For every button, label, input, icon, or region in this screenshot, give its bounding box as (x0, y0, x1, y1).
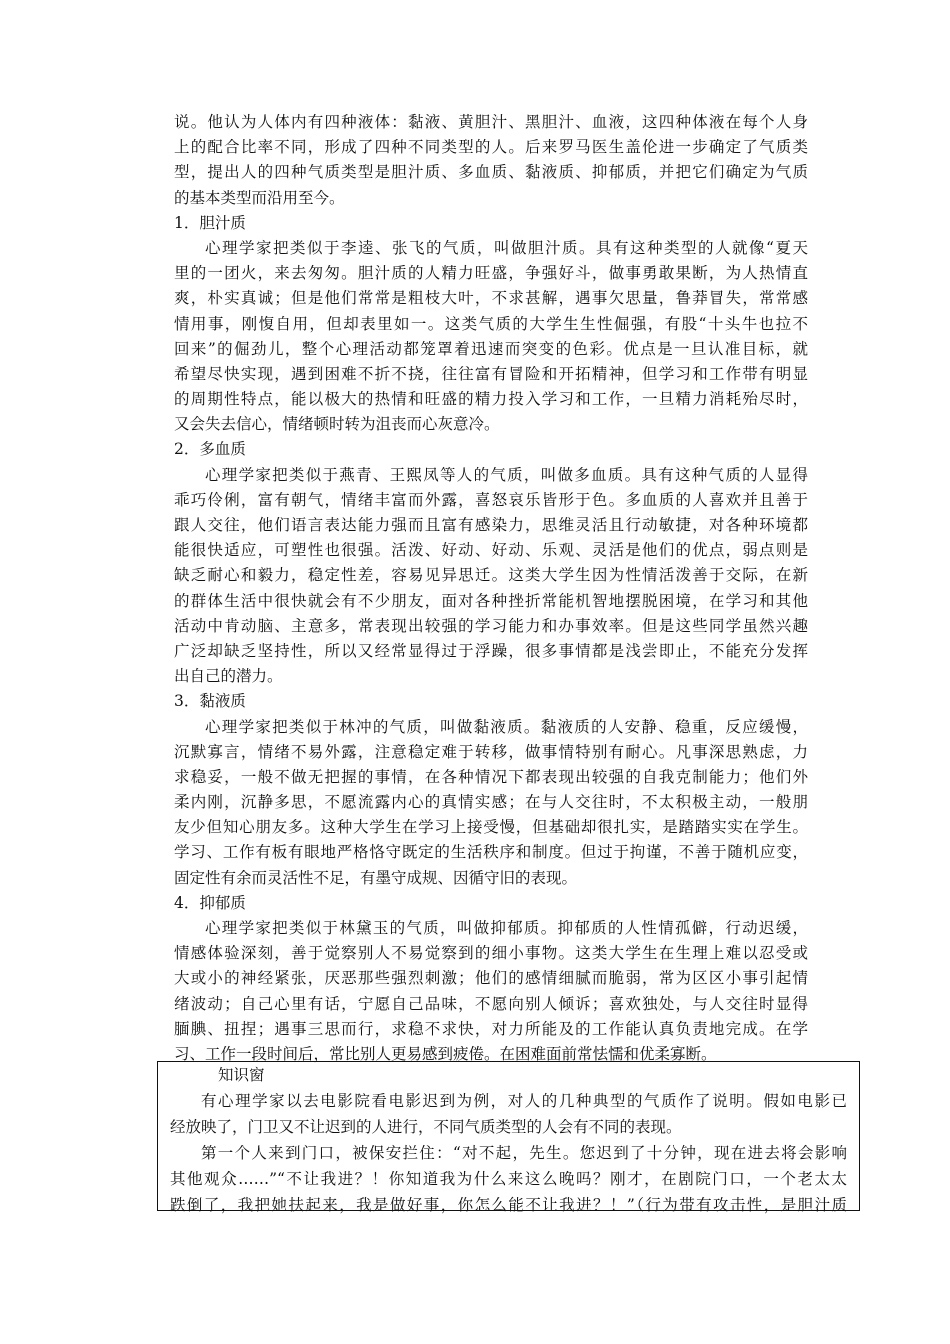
text-line: 的基本类型而沿用至今。 (174, 188, 345, 207)
text-line: 的群体生活中很快就会有不少朋友，面对各种挫折常能机智地摆脱困境，在学习和其他 (174, 591, 808, 610)
text-line: 能很快适应，可塑性也很强。活泼、好动、好动、乐观、灵活是他们的优点，弱点则是 (174, 541, 808, 560)
text-line: 习、工作一段时间后，常比别人更易感到疲倦。在困难面前常怯懦和优柔寡断。 (174, 1044, 717, 1063)
text-line: 绪波动；自己心里有话，宁愿自己品味，不愿向别人倾诉；喜欢独处，与人交往时显得 (174, 994, 808, 1013)
text-line: 的周期性特点，能以极大的热情和旺盛的精力投入学习和工作，一旦精力消耗殆尽时， (174, 390, 808, 409)
text-line: 沉默寡言，情绪不易外露，注意稳定难于转移，做事情特别有耐心。凡事深思熟虑，力 (174, 742, 808, 761)
knowledge-window-title: 知识窗 (218, 1066, 265, 1084)
body-text (174, 110, 808, 1067)
text-line: 跌倒了，我把她扶起来，我是做好事，你怎么能不让我进？！”（行为带有攻击性，是胆汁质 (170, 1196, 847, 1214)
text-line: 心理学家把类似于林黛玉的气质，叫做抑郁质。抑郁质的人性情孤僻，行动迟缓， (205, 919, 808, 937)
text-line: 活动中肯动脑、主意多，常表现出较强的学习能力和办事效率。但是这些同学虽然兴趣 (174, 616, 808, 635)
section-heading: 2．多血质 (174, 440, 246, 459)
text-line: 跟人交往，他们语言表达能力强而且富有感染力，思维灵活且行动敏捷，对各种环境都 (174, 516, 808, 534)
text-line: 友少但知心朋友多。这种大学生在学习上接受慢，但基础却很扎实，是踏踏实实在学生。 (174, 818, 808, 837)
text-line: 出自己的潜力。 (174, 667, 283, 686)
text-line: 缺乏耐心和毅力，稳定性差，容易见异思迁。这类大学生因为性情活泼善于交际，在新 (174, 566, 808, 585)
section-choleric (174, 211, 808, 438)
section-phlegmatic (174, 689, 808, 891)
text-line: 希望尽快实现，遇到困难不折不挠，往往富有冒险和开拓精神，但学习和工作带有明显 (174, 364, 808, 383)
text-line: 大或小的神经紧张，厌恶那些强烈刺激；他们的感情细腻而脆弱，常为区区小事引起情 (174, 969, 808, 988)
section-heading: 1．胆汁质 (174, 213, 246, 232)
text-line: 回来”的倔劲儿，整个心理活动都笼罩着迅速而突变的色彩。优点是一旦认准目标，就 (174, 339, 808, 358)
text-line: 爽，朴实真诚；但是他们常常是粗枝大叶，不求甚解，遇事欠思量，鲁莽冒失，常常感 (174, 289, 808, 308)
text-line: 型，提出人的四种气质类型是胆汁质、多血质、黏液质、抑郁质，并把它们确定为气质 (174, 163, 808, 182)
text-line: 情用事，刚愎自用，但却表里如一。这类气质的大学生生性倔强，有股“十头牛也拉不 (174, 314, 808, 333)
text-line: 有心理学家以去电影院看电影迟到为例，对人的几种典型的气质作了说明。假如电影已 (201, 1092, 847, 1110)
knowledge-window-content (170, 1062, 847, 1218)
section-sanguine (174, 437, 808, 689)
text-line: 求稳妥，一般不做无把握的事情，在各种情况下都表现出较强的自我克制能力；他们外 (174, 767, 808, 786)
section-heading: 4．抑郁质 (174, 893, 246, 912)
text-line: 第一个人来到门口，被保安拦住：“对不起，先生。您迟到了十分钟，现在进去将会影响 (201, 1144, 847, 1162)
section-heading: 3．黏液质 (174, 692, 246, 711)
text-line: 其他观众……”“不让我进？！你知道我为什么来这么晚吗？刚才，在剧院门口，一个老太太 (170, 1170, 847, 1188)
text-line: 固定性有余而灵活性不足，有墨守成规、因循守旧的表现。 (174, 868, 578, 887)
text-line: 心理学家把类似于李逵、张飞的气质，叫做胆汁质。具有这种类型的人就像“夏天 (205, 238, 808, 257)
text-line: 里的一团火，来去匆匆。胆汁质的人精力旺盛，争强好斗，做事勇敢果断，为人热情直 (174, 264, 808, 283)
text-line: 柔内刚，沉静多思，不愿流露内心的真情实感；在与人交往时，不太积极主动，一般朋 (174, 793, 808, 812)
text-line: 学习、工作有板有眼地严格恪守既定的生活秩序和制度。但过于拘谨，不善于随机应变， (174, 843, 808, 862)
text-line: 又会失去信心，情绪顿时转为沮丧而心灰意冷。 (174, 415, 500, 434)
text-line: 广泛却缺乏坚持性，所以又经常显得过于浮躁，很多事情都是浅尝即止，不能充分发挥 (174, 641, 808, 660)
text-line: 乖巧伶俐，富有朝气，情绪丰富而外露，喜怒哀乐皆形于色。多血质的人喜欢并且善于 (174, 490, 808, 509)
text-line: 情感体验深刻，善于觉察别人不易觉察到的细小事物。这类大学生在生理上难以忍受或 (174, 944, 808, 963)
intro-paragraph (174, 110, 808, 211)
text-line: 腼腆、扭捏；遇事三思而行，求稳不求快，对力所能及的工作能认真负责地完成。在学 (174, 1019, 808, 1038)
text-line: 说。他认为人体内有四种液体：黏液、黄胆汁、黑胆汁、血液，这四种体液在每个人身 (174, 113, 808, 131)
knowledge-window-box (157, 1061, 860, 1214)
text-line: 上的配合比率不同，形成了四种不同类型的人。后来罗马医生盖伦进一步确定了气质类 (174, 138, 808, 157)
section-melancholic (174, 891, 808, 1067)
text-line: 心理学家把类似于林冲的气质，叫做黏液质。黏液质的人安静、稳重，反应缓慢， (205, 717, 808, 736)
text-line: 经放映了，门卫又不让迟到的人进行，不同气质类型的人会有不同的表现。 (170, 1118, 682, 1136)
text-line: 心理学家把类似于燕青、王熙凤等人的气质，叫做多血质。具有这种气质的人显得 (205, 465, 808, 484)
